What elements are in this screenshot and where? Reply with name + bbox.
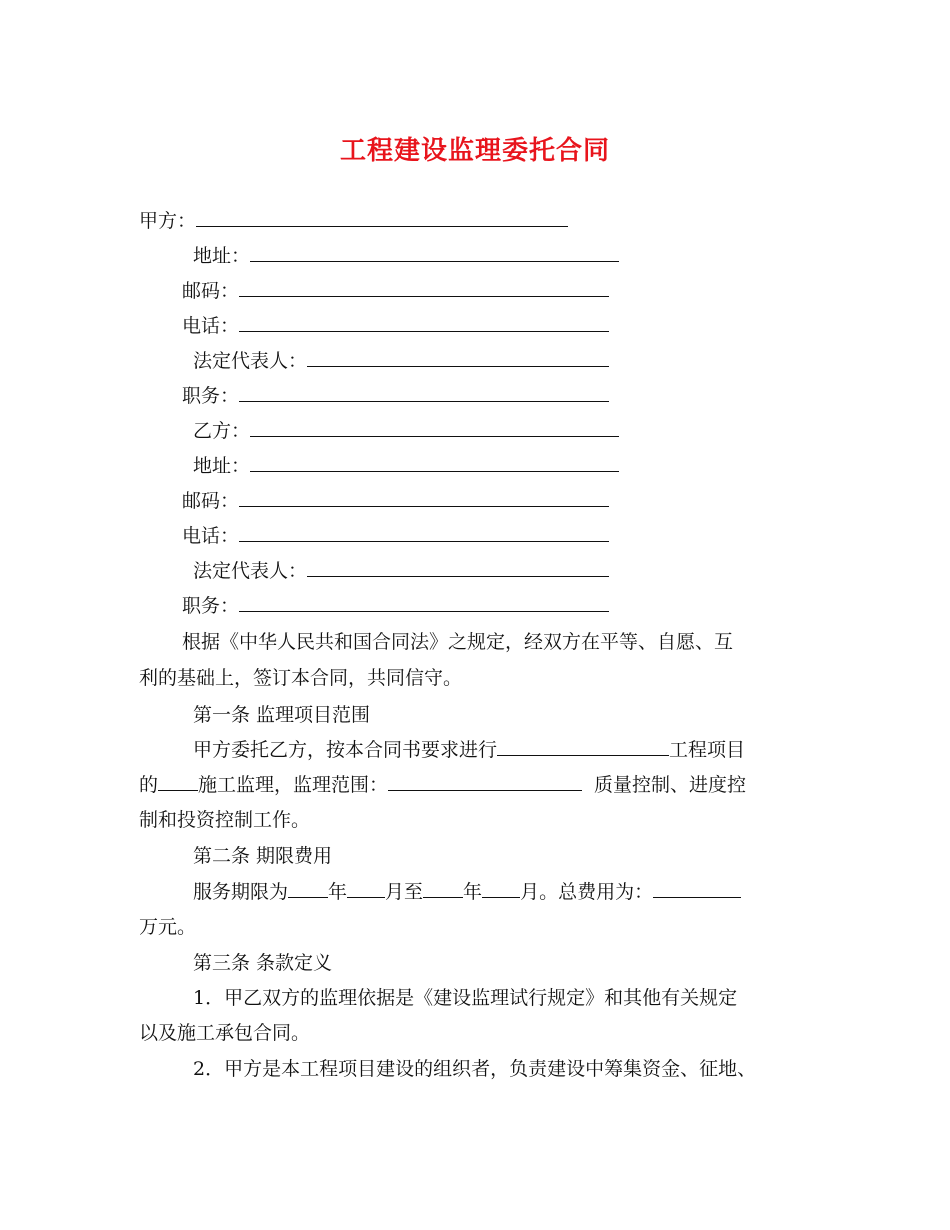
party-b-position-blank[interactable]: [239, 593, 609, 612]
total-fee-blank[interactable]: [653, 879, 741, 898]
party-b-rep-blank[interactable]: [307, 558, 609, 577]
party-a-phone-blank[interactable]: [239, 313, 609, 332]
party-b-row: [193, 418, 619, 442]
party-b-postcode-blank[interactable]: [239, 488, 609, 507]
party-b-position-row: [182, 593, 609, 617]
party-b-label: 乙方：: [193, 420, 251, 442]
party-a-position-row: [182, 383, 609, 407]
party-b-postcode-row: [182, 488, 609, 512]
article-1-text: 的: [139, 774, 159, 796]
party-a-phone-row: [182, 313, 609, 337]
party-a-position-blank[interactable]: [239, 383, 609, 402]
article-3-item-1-line-1: 1．甲乙双方的监理依据是《建设监理试行规定》和其他有关规定: [193, 987, 738, 1009]
article-3-item-1-line-2: 以及施工承包合同。: [139, 1022, 311, 1044]
party-b-phone-blank[interactable]: [239, 523, 609, 542]
project-name-blank[interactable]: [497, 737, 669, 756]
preamble-line-1: 根据《中华人民共和国合同法》之规定，经双方在平等、自愿、互: [182, 631, 734, 653]
party-b-phone-label: 电话：: [182, 525, 240, 547]
party-a-address-label: 地址：: [193, 245, 251, 267]
page-title: 工程建设监理委托合同: [339, 136, 610, 166]
article-2-text: 年: [463, 881, 483, 903]
party-b-postcode-label: 邮码：: [182, 490, 240, 512]
article-1-text: 甲方委托乙方，按本合同书要求进行: [193, 739, 498, 761]
article-2-line-1: [193, 879, 741, 903]
party-b-phone-row: [182, 523, 609, 547]
party-a-row: [139, 208, 568, 232]
party-a-position-label: 职务：: [182, 385, 240, 407]
party-b-rep-label: 法定代表人：: [193, 560, 308, 582]
article-2-text: 服务期限为: [193, 881, 289, 903]
preamble-line-2: 利的基础上，签订本合同，共同信守。: [139, 667, 463, 689]
party-b-address-label: 地址：: [193, 455, 251, 477]
article-1-line-1: [193, 737, 745, 761]
party-a-address-row: [193, 243, 619, 267]
article-2-text: 月至: [385, 881, 424, 903]
party-a-label: 甲方：: [139, 210, 197, 232]
party-b-rep-row: [193, 558, 609, 582]
party-a-blank[interactable]: [196, 208, 568, 227]
party-a-phone-label: 电话：: [182, 315, 240, 337]
party-b-blank[interactable]: [250, 418, 619, 437]
party-b-position-label: 职务：: [182, 595, 240, 617]
project-stage-blank[interactable]: [158, 772, 198, 791]
article-2-text: 年: [328, 881, 348, 903]
article-2-text: 月。总费用为：: [520, 881, 654, 903]
party-a-postcode-label: 邮码：: [182, 280, 240, 302]
article-2-line-2: 万元。: [139, 916, 197, 938]
article-2-heading: 第二条 期限费用: [193, 845, 333, 867]
article-1-text: 施工监理，监理范围：: [198, 774, 389, 796]
party-a-postcode-row: [182, 278, 609, 302]
article-1-line-3: 制和投资控制工作。: [139, 809, 311, 831]
article-1-text: 工程项目: [669, 739, 746, 761]
scope-blank[interactable]: [388, 772, 582, 791]
party-a-rep-blank[interactable]: [307, 348, 609, 367]
start-month-blank[interactable]: [347, 879, 385, 898]
article-3-item-2-line-1: 2．甲方是本工程项目建设的组织者，负责建设中筹集资金、征地、: [193, 1058, 757, 1080]
party-a-rep-label: 法定代表人：: [193, 350, 308, 372]
party-a-postcode-blank[interactable]: [239, 278, 609, 297]
start-year-blank[interactable]: [288, 879, 328, 898]
party-a-address-blank[interactable]: [250, 243, 619, 262]
article-3-heading: 第三条 条款定义: [193, 952, 333, 974]
article-1-text: 质量控制、进度控: [594, 774, 747, 796]
end-year-blank[interactable]: [423, 879, 463, 898]
article-1-heading: 第一条 监理项目范围: [193, 704, 371, 726]
party-b-address-row: [193, 453, 619, 477]
party-a-rep-row: [193, 348, 609, 372]
article-1-line-2: [139, 772, 746, 796]
end-month-blank[interactable]: [482, 879, 520, 898]
party-b-address-blank[interactable]: [250, 453, 619, 472]
